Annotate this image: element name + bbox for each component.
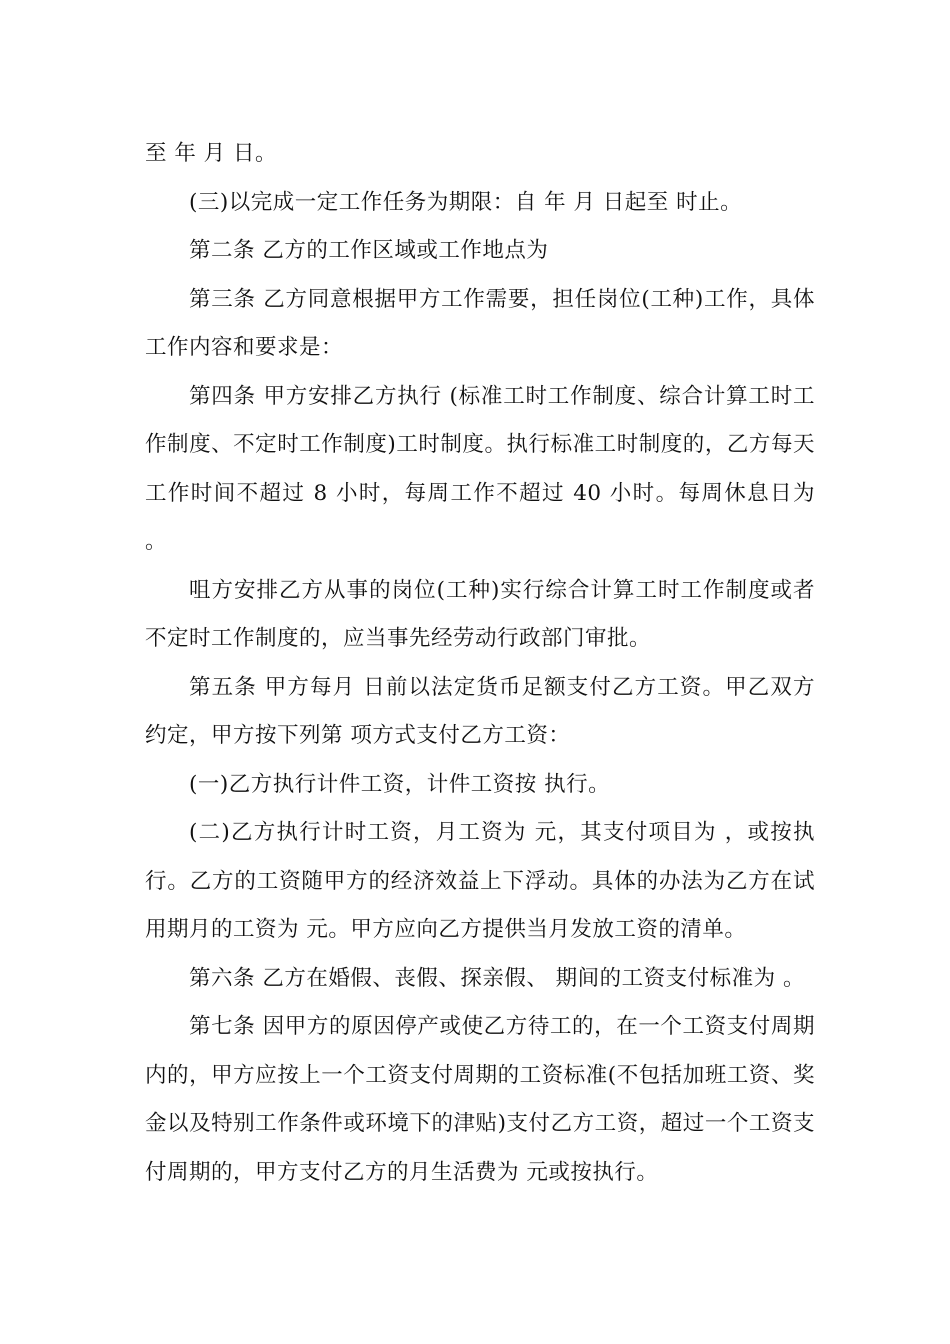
- document-body: [145, 130, 815, 1197]
- paragraph-3: 第二条 乙方的工作区域或工作地点为: [189, 238, 549, 263]
- paragraph-4: 第三条 乙方同意根据甲方工作需要，担任岗位(工种)工作，具体工作内容和要求是：: [145, 286, 815, 360]
- paragraph-6: 咀方安排乙方从事的岗位(工种)实行综合计算工时工作制度或者不定时工作制度的，应当事先经劳动行政部门审批。: [145, 577, 815, 651]
- paragraph-8: (一)乙方执行计件工资，计件工资按 执行。: [189, 771, 611, 797]
- paragraph-10: 第六条 乙方在婚假、丧假、探亲假、 期间的工资支付标准为 。: [189, 965, 806, 991]
- paragraph-9: (二)乙方执行计时工资，月工资为 元，其支付项目为 ，或按执行。乙方的工资随甲方的经济效益上下浮动。具体的办法为乙方在试用期月的工资为 元。甲方应向乙方提供当月发放工资的清单。: [145, 820, 815, 942]
- paragraph-1: 至 年 月 日。: [145, 141, 278, 166]
- paragraph-7: 第五条 甲方每月 日前以法定货币足额支付乙方工资。甲乙双方约定，甲方按下列第 项方式支付乙方工资：: [145, 674, 815, 748]
- paragraph-11: 第七条 因甲方的原因停产或使乙方待工的，在一个工资支付周期内的，甲方应按上一个工资支付周期的工资标准(不包括加班工资、奖金以及特别工作条件或环境下的津贴)支付乙方工资，超过一个工资支付周期的，甲方支付乙方的月生活费为 元或按执行。: [145, 1014, 815, 1185]
- paragraph-5: 第四条 甲方安排乙方执行 (标准工时工作制度、综合计算工时工作制度、不定时工作制度)工时制度。执行标准工时制度的，乙方每天工作时间不超过 8 小时，每周工作不超过 40 小时。每周休息日为 。: [145, 383, 815, 554]
- paragraph-2: (三)以完成一定工作任务为期限：自 年 月 日起至 时止。: [189, 189, 743, 215]
